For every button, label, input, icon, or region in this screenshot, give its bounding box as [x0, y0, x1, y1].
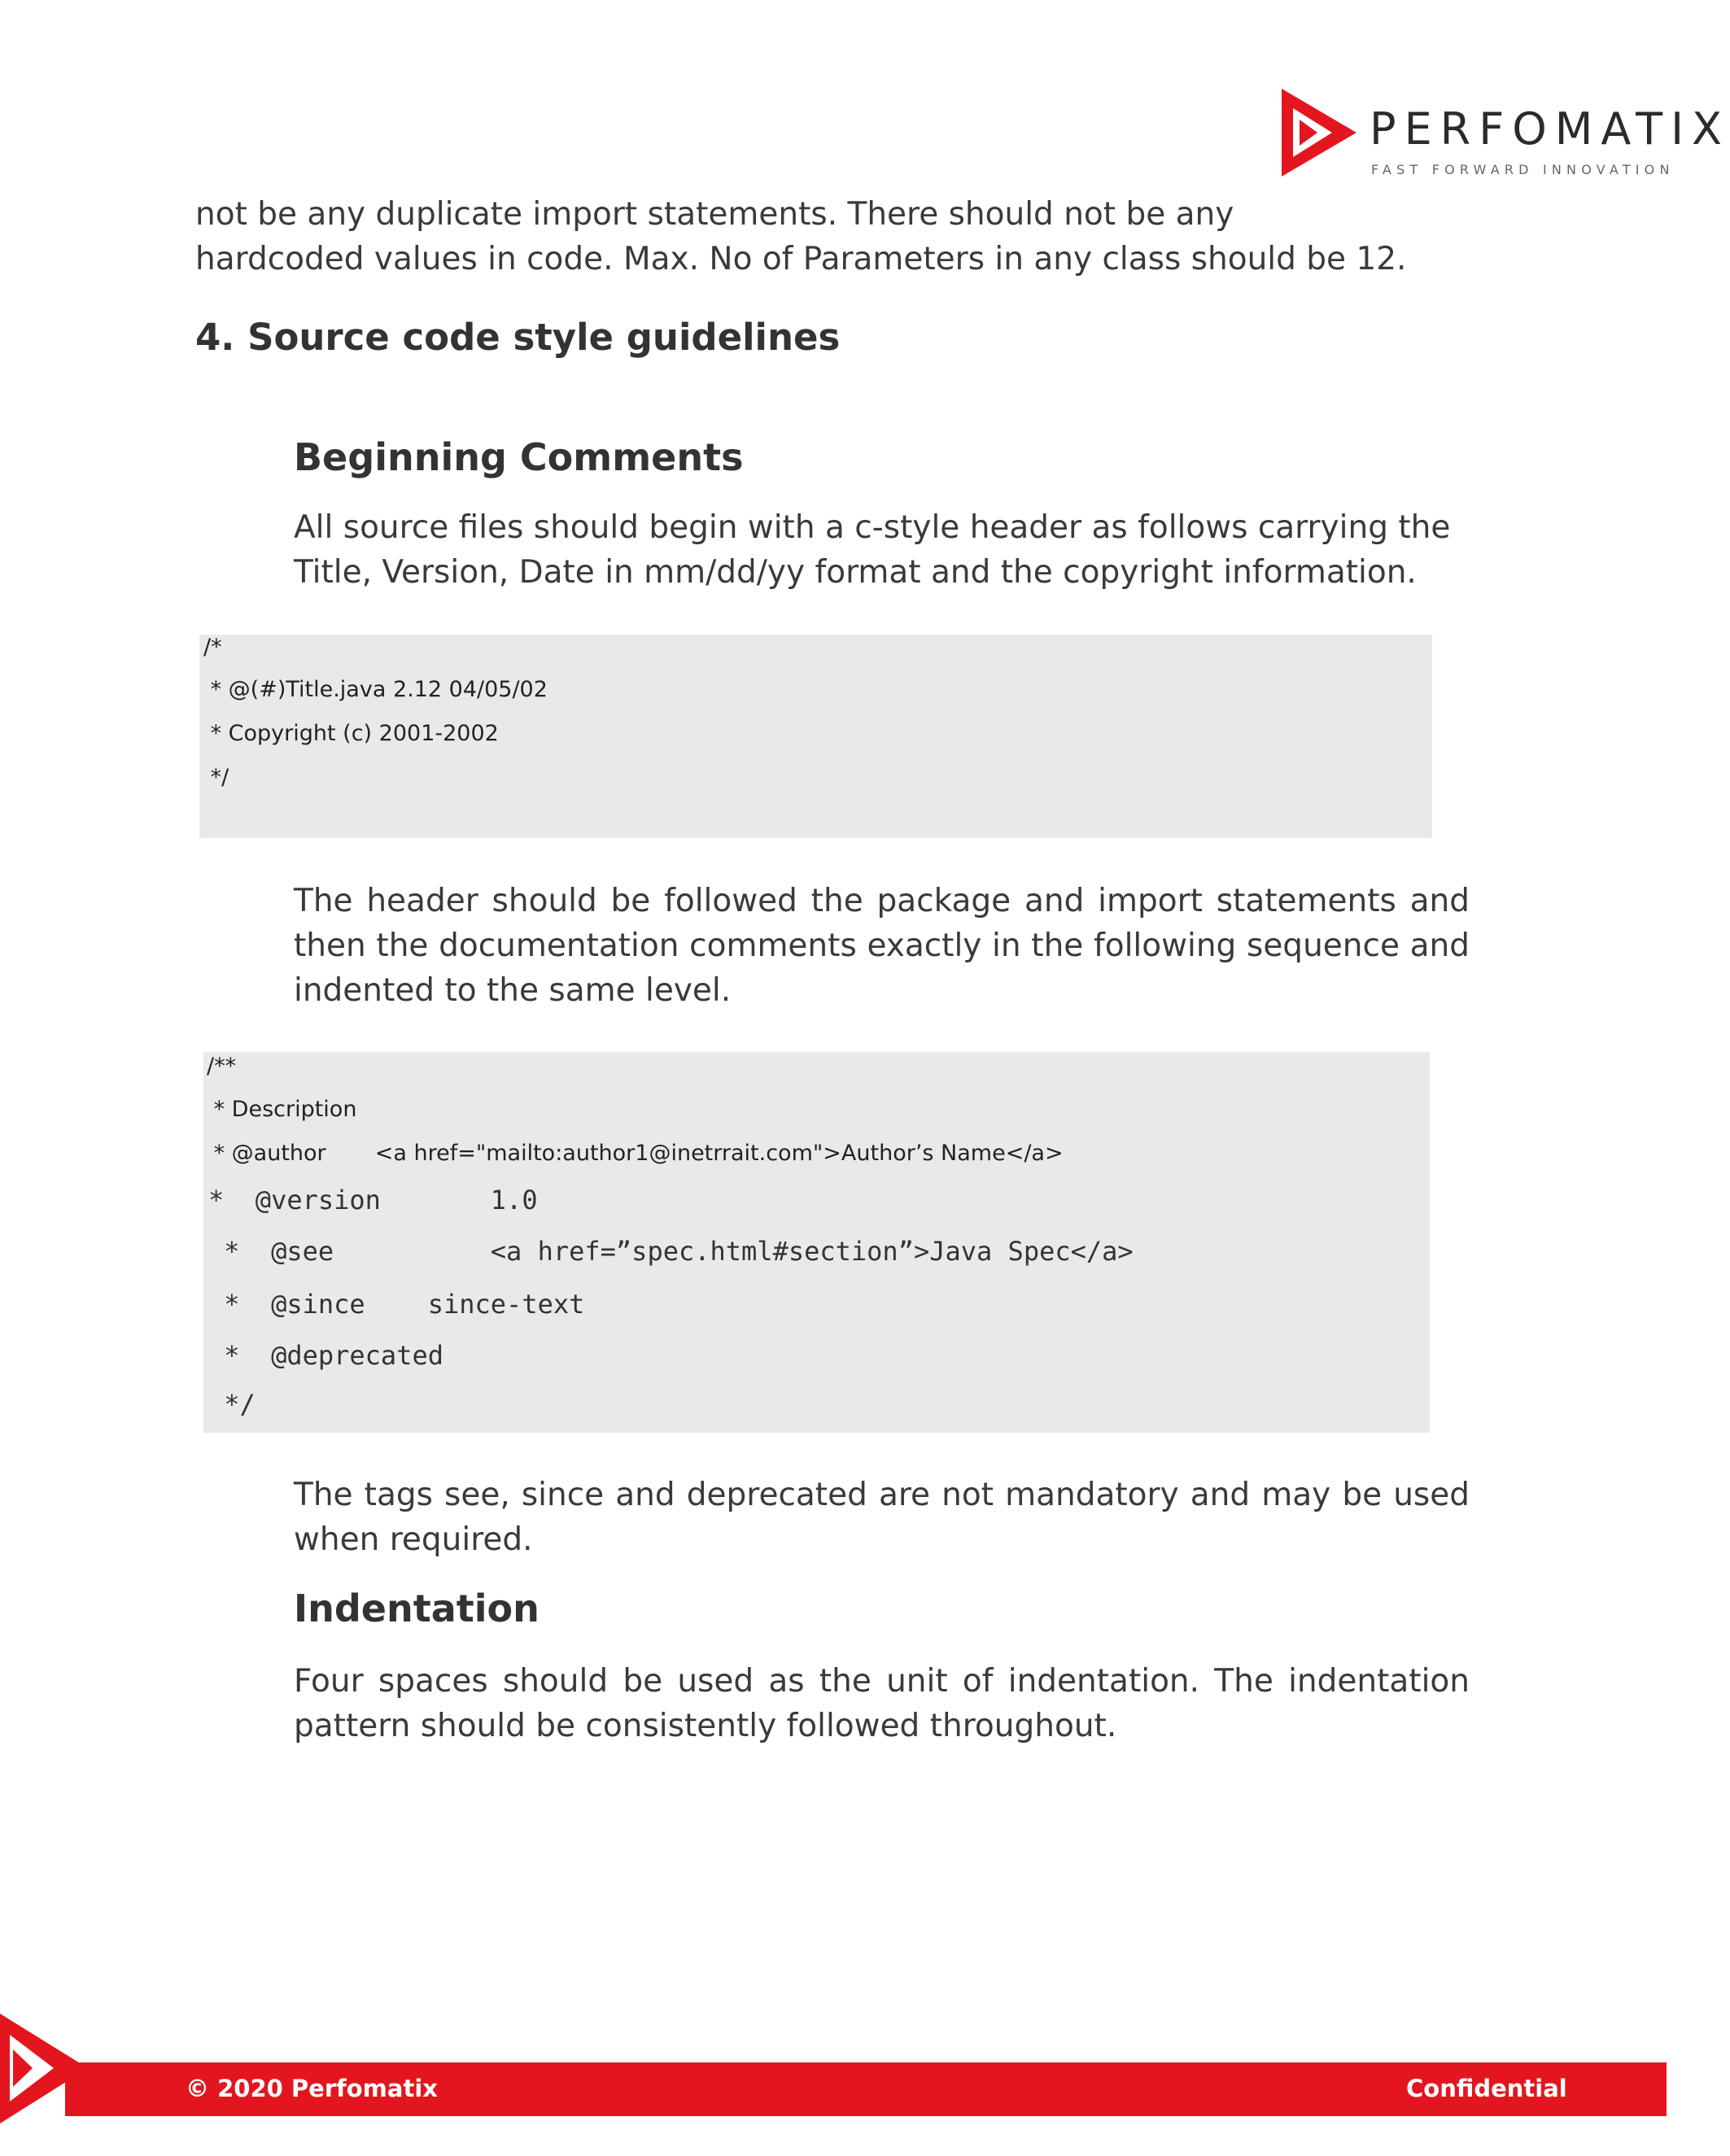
code-line: * @author <a href="mailto:author1@inetrrait.com">Author’s Name</a> [207, 1141, 1064, 1166]
footer-logo-icon [0, 2014, 90, 2123]
header-followup-text: The header should be followed the package and import statements and then the documentation comments exactly in the following sequence and indented to the same level. [294, 883, 1470, 1009]
code-line: /** [207, 1054, 237, 1079]
beginning-comments-text: All source files should begin with a c-style header as follows carrying the Title, Version, Date in mm/dd/yy format and the copyright information. [294, 509, 1451, 591]
doc-comment-code-block [203, 1052, 1430, 1433]
code-line: * @since since-text [208, 1289, 585, 1320]
brand-name: PERFOMATIX [1370, 103, 1730, 155]
beginning-comments-heading: Beginning Comments [294, 435, 744, 479]
tags-note-text: The tags see, since and deprecated are not mandatory and may be used when required. [294, 1477, 1470, 1558]
intro-line-1: not be any duplicate import statements. There should not be any [195, 196, 1234, 233]
code-line: * Copyright (c) 2001-2002 [203, 721, 499, 746]
code-line: * @deprecated [208, 1340, 443, 1371]
code-line: * Description [207, 1097, 357, 1122]
intro-line-2: hardcoded values in code. Max. No of Parameters in any class should be 12. [195, 241, 1407, 277]
indentation-text: Four spaces should be used as the unit of indentation. The indentation pattern should be consistently followed throughout. [294, 1663, 1470, 1744]
perfomatix-logo [1282, 85, 1730, 183]
section-title: 4. Source code style guidelines [195, 316, 841, 359]
footer-copyright: © 2020 Perfomatix [186, 2075, 438, 2102]
footer-confidential-label: Confidential [1406, 2075, 1567, 2102]
code-line: * @see <a href=”spec.html#section”>Java Spec</a> [208, 1236, 1134, 1267]
perfomatix-logo-icon [1282, 89, 1356, 177]
code-line: */ [203, 765, 229, 790]
brand-tagline: FAST FORWARD INNOVATION [1371, 162, 1675, 177]
header-code-block [199, 635, 1432, 838]
code-line: * @(#)Title.java 2.12 04/05/02 [203, 677, 548, 702]
code-line: */ [208, 1389, 256, 1420]
indentation-heading: Indentation [294, 1586, 540, 1630]
code-line: /* [203, 635, 222, 660]
code-line: * @version 1.0 [208, 1185, 538, 1215]
